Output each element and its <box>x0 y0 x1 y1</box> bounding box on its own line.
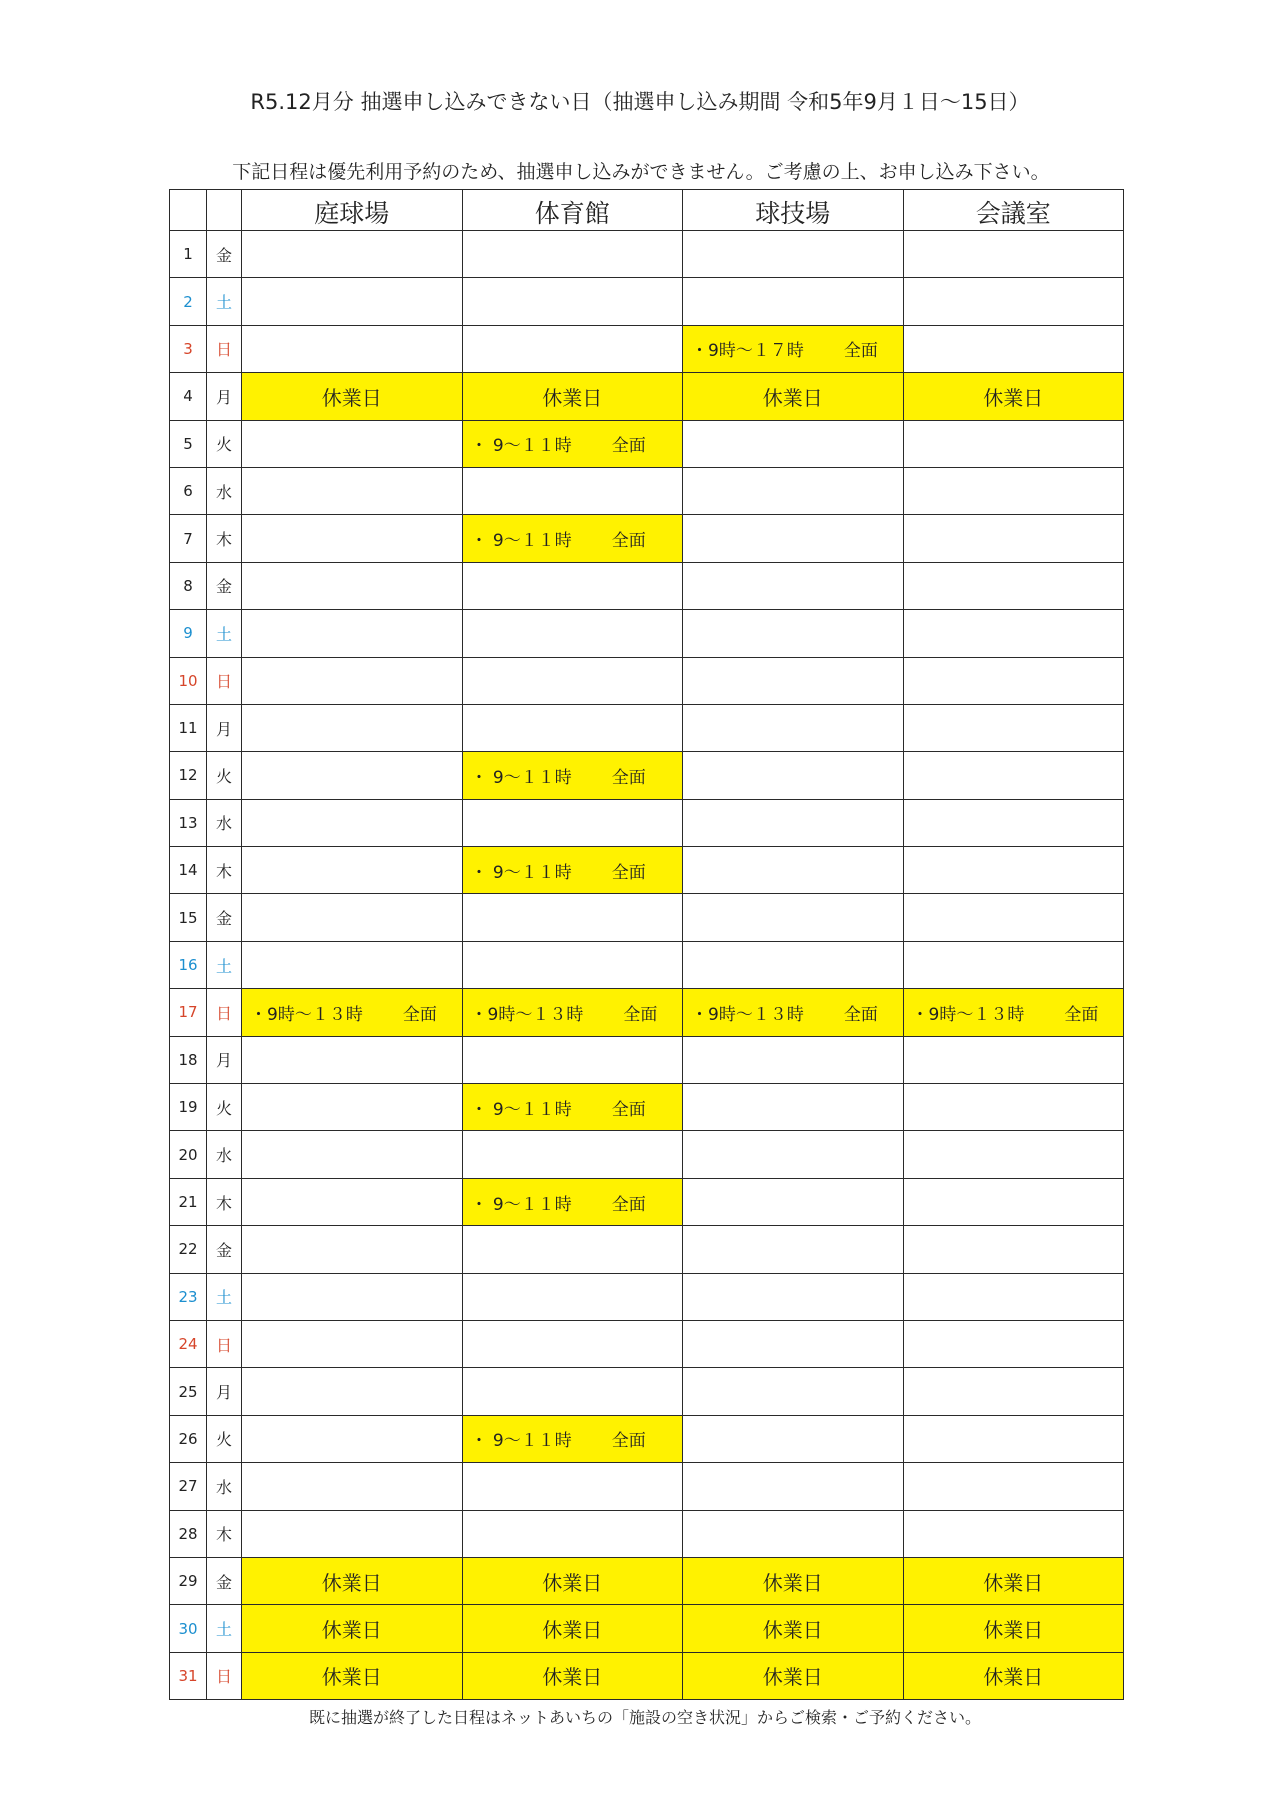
cell-tennis-court <box>242 1179 463 1226</box>
day-number: 17 <box>170 989 207 1036</box>
cell-gymnasium <box>463 421 684 468</box>
cell-ball-field <box>683 942 904 989</box>
weekday: 水 <box>207 800 242 847</box>
reserved-time: ・ 9～１１時 <box>470 1099 572 1120</box>
cell-meeting-room <box>904 942 1125 989</box>
cell-tennis-court <box>242 942 463 989</box>
day-number: 29 <box>170 1558 207 1605</box>
weekday: 水 <box>207 468 242 515</box>
reserved-scope: 全面 <box>611 1194 646 1215</box>
closed-label: 休業日 <box>762 1570 823 1595</box>
cell-tennis-court <box>242 752 463 799</box>
reserved-time: ・ 9～１１時 <box>470 531 572 552</box>
closed-label: 休業日 <box>542 1570 603 1595</box>
reserved-scope: 全面 <box>843 341 878 362</box>
weekday: 金 <box>207 894 242 941</box>
cell-ball-field <box>683 1179 904 1226</box>
day-number: 10 <box>170 658 207 705</box>
day-number: 20 <box>170 1131 207 1178</box>
cell-ball-field <box>683 658 904 705</box>
reserved-scope: 全面 <box>611 1431 646 1452</box>
closed-label: 休業日 <box>983 385 1044 410</box>
cell-ball-field <box>683 421 904 468</box>
cell-meeting-room <box>904 278 1125 325</box>
cell-ball-field <box>683 1274 904 1321</box>
closed-label: 休業日 <box>321 1665 382 1690</box>
closed-label: 休業日 <box>762 385 823 410</box>
weekday: 日 <box>207 989 242 1036</box>
reserved-time: ・ 9～１１時 <box>470 767 572 788</box>
cell-ball-field <box>683 231 904 278</box>
cell-meeting-room <box>904 515 1125 562</box>
closed-label: 休業日 <box>321 1570 382 1595</box>
weekday: 火 <box>207 1416 242 1463</box>
weekday: 土 <box>207 942 242 989</box>
day-number: 11 <box>170 705 207 752</box>
cell-meeting-room <box>904 658 1125 705</box>
header-blank-day <box>170 190 207 231</box>
cell-tennis-court <box>242 894 463 941</box>
cell-gymnasium <box>463 1511 684 1558</box>
day-number: 25 <box>170 1368 207 1415</box>
cell-gymnasium <box>463 278 684 325</box>
cell-gymnasium <box>463 1179 684 1226</box>
cell-ball-field <box>683 563 904 610</box>
cell-tennis-court <box>242 1084 463 1131</box>
reserved-scope: 全面 <box>611 1099 646 1120</box>
cell-ball-field <box>683 1416 904 1463</box>
weekday: 水 <box>207 1463 242 1510</box>
reserved-scope: 全面 <box>611 531 646 552</box>
cell-meeting-room <box>904 1463 1125 1510</box>
cell-tennis-court <box>242 1131 463 1178</box>
cell-tennis-court <box>242 800 463 847</box>
cell-ball-field <box>683 1321 904 1368</box>
weekday: 日 <box>207 326 242 373</box>
day-number: 7 <box>170 515 207 562</box>
day-number: 26 <box>170 1416 207 1463</box>
notice-text: 下記日程は優先利用予約のため、抽選申し込みができません。ご考慮の上、お申し込み下さい。 <box>232 161 1050 183</box>
day-number: 6 <box>170 468 207 515</box>
reserved-time: ・9時～１３時 <box>911 1004 1025 1025</box>
cell-ball-field <box>683 1511 904 1558</box>
cell-gymnasium <box>463 658 684 705</box>
cell-gymnasium <box>463 1558 684 1605</box>
weekday: 日 <box>207 1653 242 1700</box>
header-blank-weekday <box>207 190 242 231</box>
cell-gymnasium <box>463 610 684 657</box>
closed-label: 休業日 <box>762 1618 823 1643</box>
reserved-scope: 全面 <box>611 436 646 457</box>
cell-meeting-room <box>904 1653 1125 1700</box>
cell-meeting-room <box>904 752 1125 799</box>
day-number: 18 <box>170 1037 207 1084</box>
weekday: 木 <box>207 515 242 562</box>
cell-ball-field <box>683 847 904 894</box>
cell-ball-field <box>683 515 904 562</box>
weekday: 金 <box>207 563 242 610</box>
day-number: 31 <box>170 1653 207 1700</box>
cell-meeting-room <box>904 231 1125 278</box>
cell-ball-field <box>683 278 904 325</box>
weekday: 木 <box>207 847 242 894</box>
cell-gymnasium <box>463 1037 684 1084</box>
header-tennis-court: 庭球場 <box>242 190 463 231</box>
reserved-time: ・ 9～１１時 <box>470 1431 572 1452</box>
reserved-time: ・9時～１３時 <box>250 1004 363 1025</box>
cell-gymnasium <box>463 1416 684 1463</box>
day-number: 2 <box>170 278 207 325</box>
day-number: 16 <box>170 942 207 989</box>
cell-ball-field <box>683 326 904 373</box>
weekday: 木 <box>207 1179 242 1226</box>
day-number: 9 <box>170 610 207 657</box>
cell-gymnasium <box>463 1463 684 1510</box>
schedule-table <box>169 189 1124 1700</box>
weekday: 月 <box>207 373 242 420</box>
cell-gymnasium <box>463 705 684 752</box>
weekday: 水 <box>207 1131 242 1178</box>
cell-ball-field <box>683 1037 904 1084</box>
cell-tennis-court <box>242 1463 463 1510</box>
closed-label: 休業日 <box>542 1665 603 1690</box>
closed-label: 休業日 <box>542 1618 603 1643</box>
day-number: 23 <box>170 1274 207 1321</box>
header-meeting-room: 会議室 <box>904 190 1125 231</box>
day-number: 24 <box>170 1321 207 1368</box>
day-number: 8 <box>170 563 207 610</box>
day-number: 22 <box>170 1226 207 1273</box>
cell-ball-field <box>683 1368 904 1415</box>
cell-tennis-court <box>242 1653 463 1700</box>
day-number: 21 <box>170 1179 207 1226</box>
cell-tennis-court <box>242 1321 463 1368</box>
weekday: 金 <box>207 231 242 278</box>
closed-label: 休業日 <box>321 385 382 410</box>
cell-gymnasium <box>463 231 684 278</box>
cell-meeting-room <box>904 1226 1125 1273</box>
cell-tennis-court <box>242 658 463 705</box>
cell-ball-field <box>683 1226 904 1273</box>
weekday: 月 <box>207 1368 242 1415</box>
reserved-time: ・9時～１７時 <box>691 341 804 362</box>
day-number: 12 <box>170 752 207 799</box>
cell-gymnasium <box>463 752 684 799</box>
cell-ball-field <box>683 705 904 752</box>
reserved-scope: 全面 <box>843 1004 878 1025</box>
weekday: 土 <box>207 1605 242 1652</box>
cell-tennis-court <box>242 1226 463 1273</box>
cell-meeting-room <box>904 705 1125 752</box>
cell-ball-field <box>683 468 904 515</box>
cell-gymnasium <box>463 1653 684 1700</box>
cell-meeting-room <box>904 847 1125 894</box>
day-number: 28 <box>170 1511 207 1558</box>
closed-label: 休業日 <box>983 1570 1044 1595</box>
cell-meeting-room <box>904 1131 1125 1178</box>
cell-gymnasium <box>463 563 684 610</box>
cell-tennis-court <box>242 373 463 420</box>
cell-ball-field <box>683 800 904 847</box>
reserved-scope: 全面 <box>623 1004 658 1025</box>
weekday: 金 <box>207 1558 242 1605</box>
cell-meeting-room <box>904 1037 1125 1084</box>
cell-gymnasium <box>463 800 684 847</box>
cell-meeting-room <box>904 1511 1125 1558</box>
cell-gymnasium <box>463 847 684 894</box>
cell-meeting-room <box>904 468 1125 515</box>
cell-gymnasium <box>463 894 684 941</box>
cell-ball-field <box>683 1463 904 1510</box>
closed-label: 休業日 <box>983 1665 1044 1690</box>
header-gymnasium: 体育館 <box>463 190 684 231</box>
weekday: 土 <box>207 1274 242 1321</box>
cell-gymnasium <box>463 1084 684 1131</box>
weekday: 月 <box>207 1037 242 1084</box>
cell-gymnasium <box>463 1274 684 1321</box>
cell-gymnasium <box>463 1368 684 1415</box>
day-number: 3 <box>170 326 207 373</box>
cell-gymnasium <box>463 1226 684 1273</box>
cell-ball-field <box>683 894 904 941</box>
cell-meeting-room <box>904 1179 1125 1226</box>
cell-meeting-room <box>904 800 1125 847</box>
cell-ball-field <box>683 610 904 657</box>
cell-ball-field <box>683 1653 904 1700</box>
cell-tennis-court <box>242 515 463 562</box>
weekday: 金 <box>207 1226 242 1273</box>
reserved-time: ・9時～１３時 <box>691 1004 804 1025</box>
day-number: 1 <box>170 231 207 278</box>
cell-tennis-court <box>242 989 463 1036</box>
cell-tennis-court <box>242 610 463 657</box>
closed-label: 休業日 <box>542 385 603 410</box>
cell-ball-field <box>683 1558 904 1605</box>
day-number: 4 <box>170 373 207 420</box>
cell-tennis-court <box>242 421 463 468</box>
cell-ball-field <box>683 1131 904 1178</box>
header-ball-field: 球技場 <box>683 190 904 231</box>
weekday: 日 <box>207 1321 242 1368</box>
cell-gymnasium <box>463 1321 684 1368</box>
cell-meeting-room <box>904 1368 1125 1415</box>
cell-gymnasium <box>463 942 684 989</box>
cell-meeting-room <box>904 894 1125 941</box>
cell-ball-field <box>683 989 904 1036</box>
weekday: 土 <box>207 278 242 325</box>
cell-tennis-court <box>242 326 463 373</box>
cell-meeting-room <box>904 1274 1125 1321</box>
footer-note: 既に抽選が終了した日程はネットあいちの「施設の空き状況」からご検索・ご予約ください。 <box>308 1708 981 1727</box>
cell-tennis-court <box>242 278 463 325</box>
cell-tennis-court <box>242 1605 463 1652</box>
cell-gymnasium <box>463 989 684 1036</box>
cell-tennis-court <box>242 1368 463 1415</box>
cell-meeting-room <box>904 326 1125 373</box>
cell-ball-field <box>683 1605 904 1652</box>
cell-tennis-court <box>242 468 463 515</box>
cell-meeting-room <box>904 1321 1125 1368</box>
day-number: 5 <box>170 421 207 468</box>
cell-gymnasium <box>463 1605 684 1652</box>
reserved-time: ・ 9～１１時 <box>470 1194 572 1215</box>
cell-ball-field <box>683 752 904 799</box>
cell-tennis-court <box>242 847 463 894</box>
cell-gymnasium <box>463 1131 684 1178</box>
day-number: 30 <box>170 1605 207 1652</box>
reserved-scope: 全面 <box>1064 1004 1099 1025</box>
cell-ball-field <box>683 1084 904 1131</box>
cell-tennis-court <box>242 1416 463 1463</box>
reserved-scope: 全面 <box>611 862 646 883</box>
cell-meeting-room <box>904 563 1125 610</box>
closed-label: 休業日 <box>321 1618 382 1643</box>
cell-meeting-room <box>904 610 1125 657</box>
reserved-time: ・ 9～１１時 <box>470 436 572 457</box>
day-number: 27 <box>170 1463 207 1510</box>
day-number: 19 <box>170 1084 207 1131</box>
weekday: 木 <box>207 1511 242 1558</box>
cell-ball-field <box>683 373 904 420</box>
weekday: 火 <box>207 752 242 799</box>
cell-meeting-room <box>904 373 1125 420</box>
reserved-time: ・9時～１３時 <box>470 1004 584 1025</box>
weekday: 火 <box>207 421 242 468</box>
cell-tennis-court <box>242 1274 463 1321</box>
weekday: 日 <box>207 658 242 705</box>
reserved-scope: 全面 <box>402 1004 437 1025</box>
cell-gymnasium <box>463 373 684 420</box>
cell-gymnasium <box>463 515 684 562</box>
cell-tennis-court <box>242 1037 463 1084</box>
cell-tennis-court <box>242 231 463 278</box>
day-number: 13 <box>170 800 207 847</box>
closed-label: 休業日 <box>762 1665 823 1690</box>
cell-tennis-court <box>242 1511 463 1558</box>
day-number: 15 <box>170 894 207 941</box>
reserved-scope: 全面 <box>611 767 646 788</box>
cell-gymnasium <box>463 468 684 515</box>
cell-tennis-court <box>242 1558 463 1605</box>
weekday: 土 <box>207 610 242 657</box>
cell-meeting-room <box>904 989 1125 1036</box>
cell-tennis-court <box>242 563 463 610</box>
cell-tennis-court <box>242 705 463 752</box>
cell-gymnasium <box>463 326 684 373</box>
cell-meeting-room <box>904 1558 1125 1605</box>
weekday: 月 <box>207 705 242 752</box>
weekday: 火 <box>207 1084 242 1131</box>
cell-meeting-room <box>904 1416 1125 1463</box>
cell-meeting-room <box>904 1605 1125 1652</box>
page-title: R5.12月分 抽選申し込みできない日（抽選申し込み期間 令和5年9月１日～15日） <box>250 90 1030 114</box>
reserved-time: ・ 9～１１時 <box>470 862 572 883</box>
cell-meeting-room <box>904 1084 1125 1131</box>
cell-meeting-room <box>904 421 1125 468</box>
day-number: 14 <box>170 847 207 894</box>
closed-label: 休業日 <box>983 1618 1044 1643</box>
